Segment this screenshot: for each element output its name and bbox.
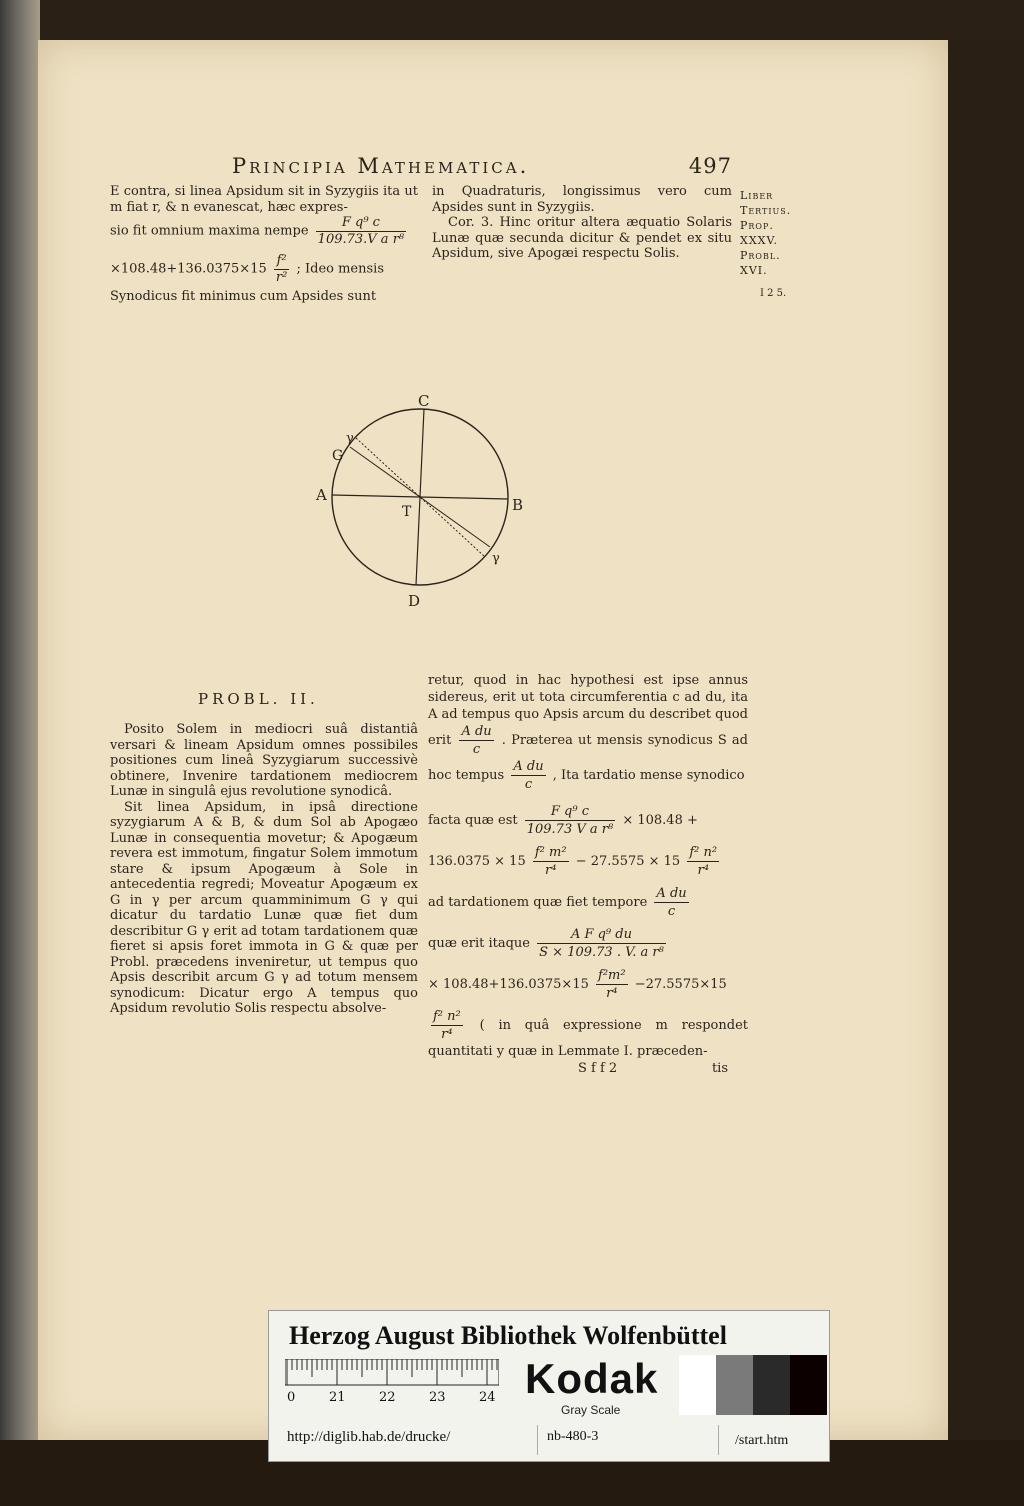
shelfmark: nb-480-3 [547, 1429, 599, 1444]
text-line: E contra, si linea Apsidum sit in Syzygiis ita ut m fiat r, & n evanescat, hæc expres- [110, 184, 418, 215]
formula-line: ×108.48+136.0375×15 $\frac{\text{f²}}{\text{r²}}$ ; Ideo mensis [110, 253, 384, 285]
catchword: tis [711, 1061, 728, 1076]
formula-line: facta quæ est $\frac{\text{F q⁹ c}}{\text{109.73 V a r⁸}}$ × 108.48 + [428, 804, 698, 837]
formula-line: 136.0375 × 15 $\frac{\text{f² m²}}{\text{r⁴}}$ − 27.5575 × 15 $\frac{\text{f² n²}}{\text{r⁴}}$ [428, 845, 718, 878]
signature-mark: I 2 5. [760, 288, 787, 299]
start-link[interactable]: /start.htm [735, 1433, 789, 1448]
fraction: $\frac{\text{f²m²}}{\text{r⁴}}$ [598, 968, 626, 1001]
top-left-column [110, 184, 418, 305]
swatch-white [679, 1355, 716, 1415]
library-url[interactable]: http://diglib.hab.de/drucke/ [287, 1429, 451, 1445]
problem-statement: Posito Solem in mediocri suâ distantiâ versari & lineam Apsidum omnes possibiles positiones cum lineâ Syzygiarum successivè obtinere, Invenire tardationem mediocrem Lunæ in singulâ ejus revolutione synodicâ. [110, 722, 418, 799]
fraction: $\frac{\text{F q⁹ c}}{\text{109.73 V a r⁸}}$ [526, 804, 614, 837]
label-b: B [512, 496, 524, 514]
ruler-scale [285, 1359, 499, 1405]
running-head [232, 154, 752, 178]
text-paragraph: retur, quod in hac hypothesi est ipse annus sidereus, erit ut tota circumferentia c ad du, ita A ad tempus quo Apsis arcum du describet quod erit $\frac{\text{A du}}{c}$ . Præterea ut mensis synodicus S ad hoc tempus $\frac{\text{A du}}{c}$ , Ita tardatio mense synodico [428, 673, 748, 792]
library-color-card [268, 1310, 830, 1462]
scan-background-right [948, 40, 1024, 1506]
ruler-label: 21 [329, 1390, 346, 1405]
library-name: Herzog August Bibliothek Wolfenbüttel [289, 1321, 727, 1350]
circle-diagram [300, 390, 540, 620]
corollary: Cor. 3. Hinc oritur altera æquatio Solaris Lunæ quæ secunda dicitur & pendet ex situ Apsidum, sive Apogæi respectu Solis. [432, 215, 732, 261]
label-gamma-bottom: γ [492, 551, 500, 566]
bottom-left-column [110, 722, 418, 1017]
formula-line: $\frac{\text{f² n²}}{\text{r⁴}}$ ( in quâ expressione m respondet quantitati y quæ in Lemmate I. præceden- [428, 1009, 748, 1059]
ruler-label: 22 [379, 1390, 396, 1405]
formula-line: sio fit omnium maxima nempe $\frac{\text{F q⁹ c}}{\text{109.73.V a r⁸}}$ [110, 215, 405, 247]
bottom-right-column [428, 672, 748, 1076]
formula-line: ad tardationem quæ fiet tempore $\frac{\text{A du}}{c}$ [428, 886, 687, 919]
fraction: $\frac{\text{A F q⁹ du}}{\text{S × 109.73 . V. a r⁸}}$ [539, 927, 664, 960]
fraction: $\frac{\text{A du}}{c}$ [461, 724, 492, 757]
swatch-gray [716, 1355, 753, 1415]
running-head-title: Principia Mathematica. [232, 154, 530, 178]
fraction: $\frac{\text{f² n²}}{\text{r⁴}}$ [689, 845, 718, 878]
ruler-label: 23 [429, 1390, 446, 1405]
text-line: Synodicus fit minimus cum Apsides sunt [110, 289, 377, 304]
page-number: 497 [688, 154, 732, 178]
fraction: $\frac{\text{F q⁹ c}}{\text{109.73.V a r⁸}}$ [317, 215, 405, 247]
margin-note: Liber Tertius. Prop. XXXV. Probl. XVI. [740, 189, 792, 277]
text-line: in Quadraturis, longissimus vero cum Apsides sunt in Syzygiis. [432, 184, 732, 215]
label-g: G [332, 448, 344, 464]
swatch-dark [753, 1355, 790, 1415]
grayscale-label: Gray Scale [561, 1403, 621, 1417]
apsis-line [350, 447, 490, 547]
label-d: D [408, 592, 421, 610]
formula-line: quæ erit itaque $\frac{\text{A F q⁹ du}}{\text{S × 109.73 . V. a r⁸}}$ [428, 927, 664, 960]
signature: S f f 2 [578, 1061, 618, 1076]
fraction: $\frac{\text{f²}}{\text{r²}}$ [275, 253, 288, 285]
label-t: T [402, 504, 412, 520]
problem-title: PROBL. II. [198, 690, 319, 708]
label-a: A [316, 486, 327, 504]
fraction: $\frac{\text{A du}}{c}$ [513, 759, 544, 792]
fraction: $\frac{\text{f² m²}}{\text{r⁴}}$ [534, 845, 567, 878]
kodak-logo: Kodak [525, 1355, 659, 1402]
fraction: $\frac{\text{A du}}{c}$ [656, 886, 687, 919]
problem-solution: Sit linea Apsidum, in ipsâ directione syzygiarum A & B, & dum Sol ab Apogæo Lunæ in consequentia movetur; & Apogæum revera est immotum, fingatur Solem immotum stare & ipsum Apogæum à Sole in antecedentia regredi; Moveatur Apogæum ex G in γ per arcum quamminimum G γ qui dicatur du tardatio Lunæ quæ fiet dum describitur G γ erit ad totam tardationem quæ fieret si apsis foret immota in G & quæ per Probl. præcedens inveniretur, ut tempus quo Apsis describit arcum G γ ad totum mensem synodicum: Dicatur ergo A tempus quo Apsidum revolutio Solis respectu absolve- [110, 799, 418, 1016]
ruler-label: 0 [287, 1390, 296, 1405]
formula-line: × 108.48+136.0375×15 $\frac{\text{f²m²}}{\text{r⁴}}$ −27.5575×15 [428, 968, 727, 1001]
ruler-label: 24 [479, 1390, 496, 1405]
label-c: C [418, 392, 430, 410]
fraction: $\frac{\text{f² n²}}{\text{r⁴}}$ [433, 1009, 461, 1042]
scan-binding-edge [0, 0, 40, 1506]
top-right-column [432, 184, 732, 262]
gray-swatches [679, 1355, 827, 1415]
signature-line [428, 1060, 748, 1076]
label-gamma-top: γ [346, 431, 354, 446]
swatch-black [790, 1355, 827, 1415]
